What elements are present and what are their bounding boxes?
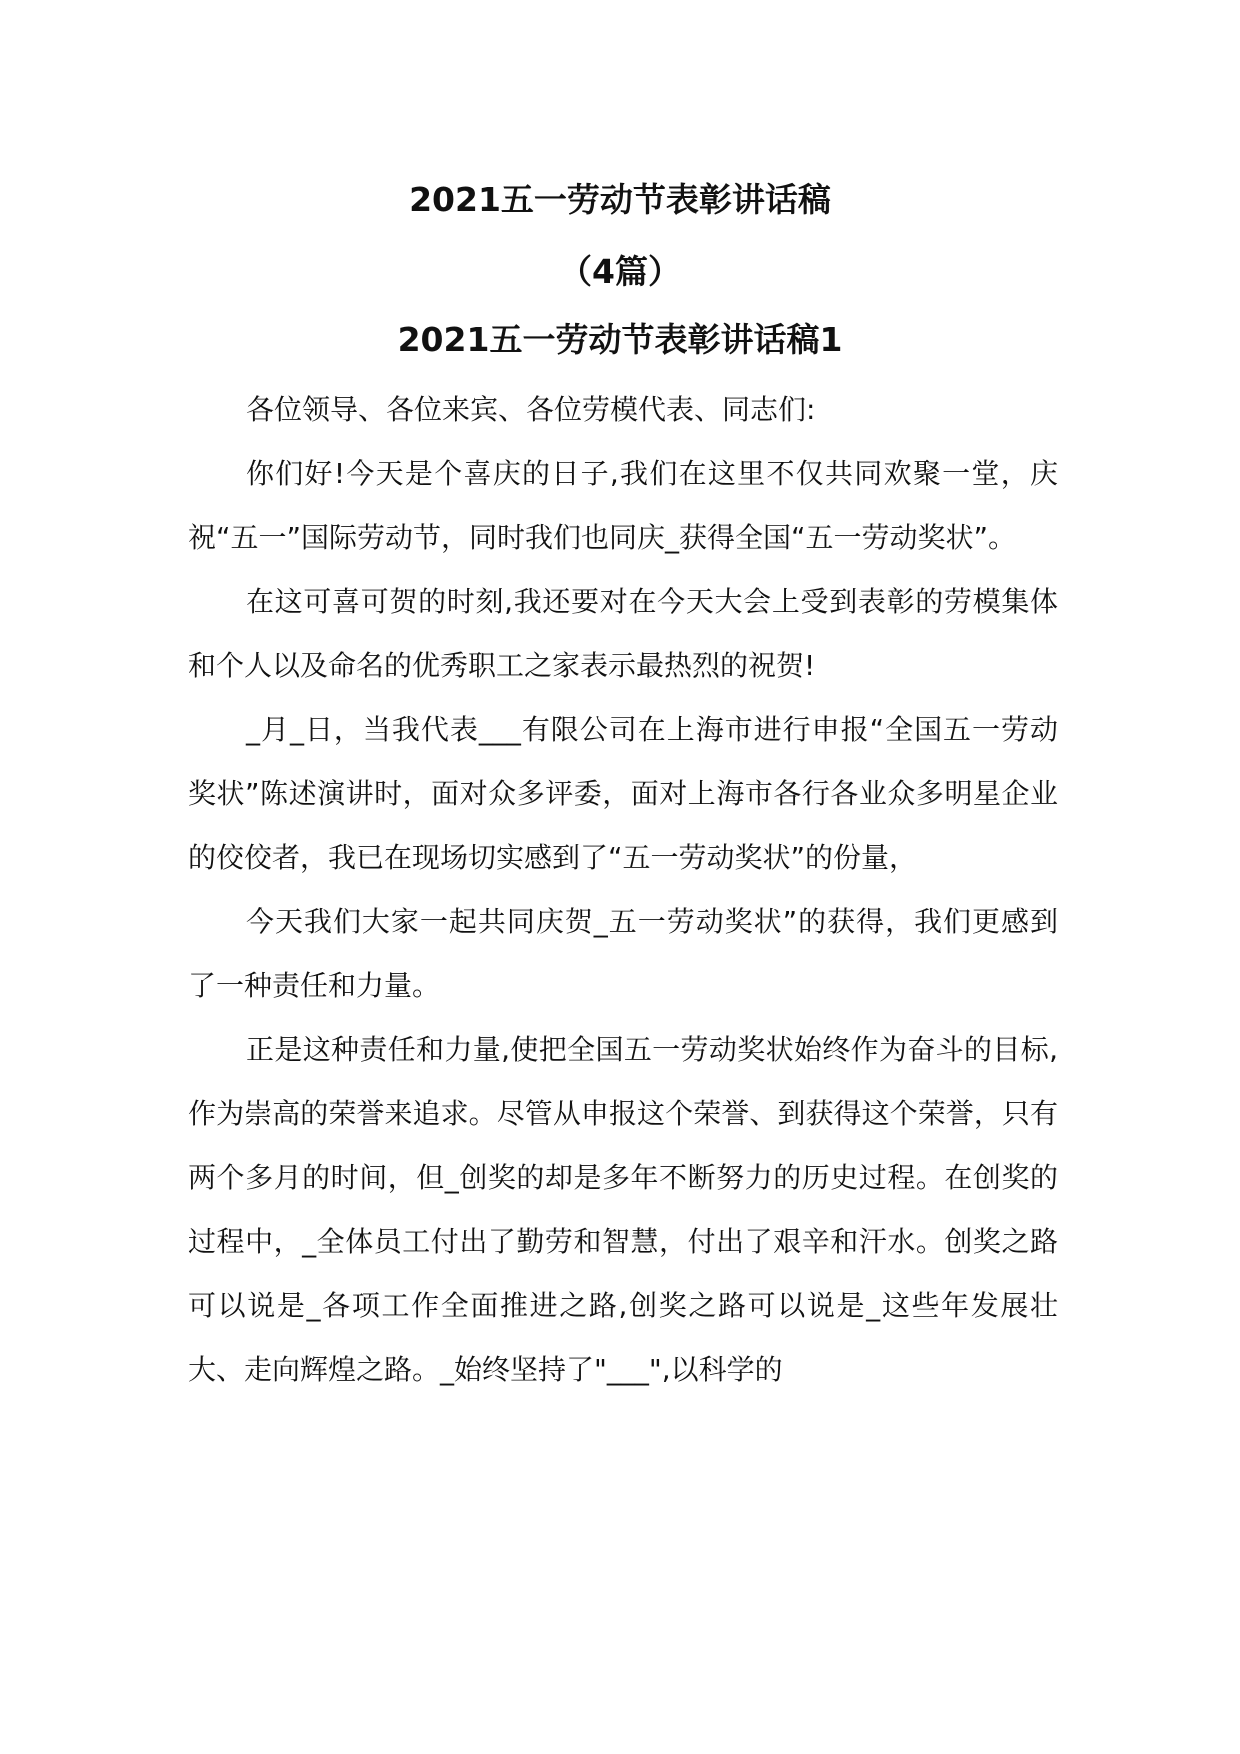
paragraph-opening: 你们好!今天是个喜庆的日子,我们在这里不仅共同欢聚一堂，庆祝“五一”国际劳动节，同时我们也同庆_获得全国“五一劳动奖状”。 <box>188 457 1058 554</box>
document-body <box>188 378 1058 1402</box>
section-heading: 2021五一劳动节表彰讲话稿1 <box>397 320 843 359</box>
paragraph-history: 正是这种责任和力量,使把全国五一劳动奖状始终作为奋斗的目标,作为崇高的荣誉来追求。尽管从申报这个荣誉、到获得这个荣誉，只有两个多月的时间，但_创奖的却是多年不断努力的历史过程。在创奖的过程中，_全体员工付出了勤劳和智慧，付出了艰辛和汗水。创奖之路可以说是_各项工作全面推进之路,创奖之路可以说是_这些年发展壮大、走向辉煌之路。_始终坚持了"___",以科学的 <box>188 1033 1058 1386</box>
paragraph-greeting: 各位领导、各位来宾、各位劳模代表、同志们: <box>246 393 816 426</box>
paragraph-congratulation: 在这可喜可贺的时刻,我还要对在今天大会上受到表彰的劳模集体和个人以及命名的优秀职工之家表示最热烈的祝贺! <box>188 585 1058 682</box>
paragraph-responsibility: 今天我们大家一起共同庆贺_五一劳动奖状”的获得，我们更感到了一种责任和力量。 <box>188 905 1058 1002</box>
document-title-count: （4篇） <box>559 252 681 291</box>
document-title: 2021五一劳动节表彰讲话稿 <box>409 180 831 219</box>
paragraph-application: _月_日，当我代表___有限公司在上海市进行申报“全国五一劳动奖状”陈述演讲时，面对众多评委，面对上海市各行各业众多明星企业的佼佼者，我已在现场切实感到了“五一劳动奖状”的份量， <box>188 713 1058 874</box>
